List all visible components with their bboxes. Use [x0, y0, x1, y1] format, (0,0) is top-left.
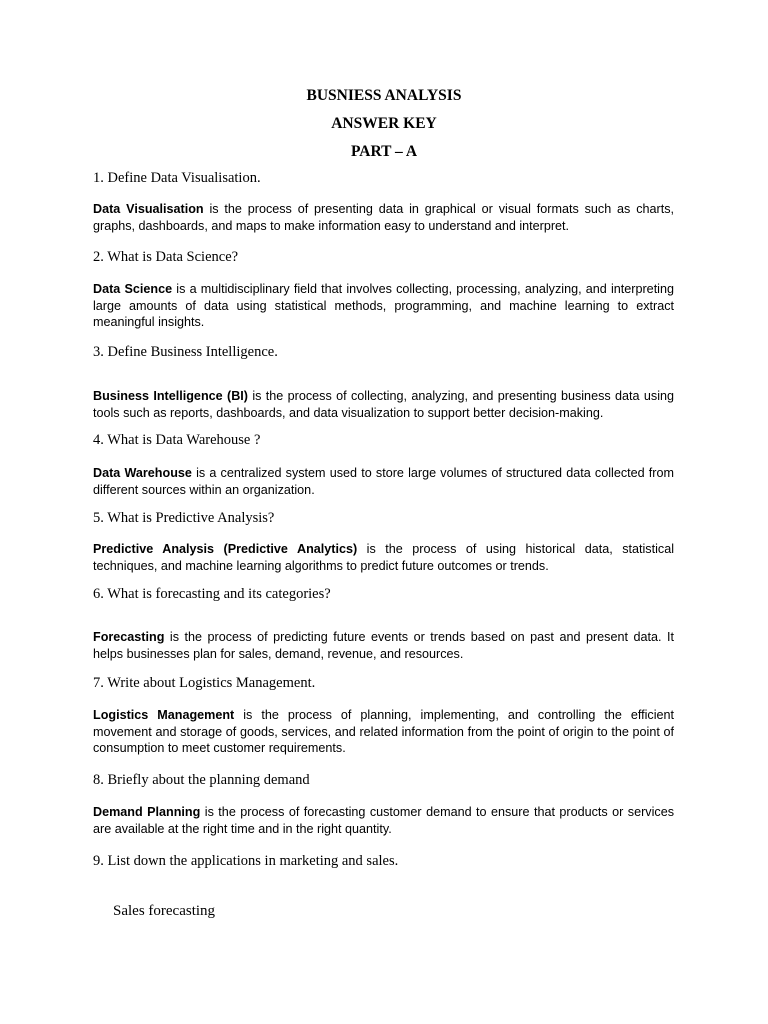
answer-7 [93, 707, 674, 757]
answer-7-term: Logistics Management [93, 708, 235, 722]
answer-8 [93, 804, 674, 837]
answer-5 [93, 541, 674, 574]
question-9: 9. List down the applications in marketing and sales. [93, 853, 399, 869]
answer-1-text: is the process of presenting data in graphical or visual formats such as charts, graphs, dashboards, and maps to make information easy to understand and interpret. [93, 202, 674, 233]
answer-1 [93, 201, 674, 234]
question-3: 3. Define Business Intelligence. [93, 344, 278, 360]
answer-6-term: Forecasting [93, 630, 165, 644]
answer-4 [93, 465, 674, 498]
question-8: 8. Briefly about the planning demand [93, 772, 310, 788]
answer-3-text: is the process of collecting, analyzing, and presenting business data using tools such as reports, dashboards, and data visualization to support better decision-making. [93, 389, 674, 420]
question-6: 6. What is forecasting and its categories? [93, 586, 331, 602]
question-4: 4. What is Data Warehouse ? [93, 432, 261, 448]
answer-4-text: is a centralized system used to store large volumes of structured data collected from different sources within an organization. [93, 466, 674, 497]
document-title: BUSNIESS ANALYSIS [306, 87, 462, 104]
part-heading: PART – A [350, 143, 418, 160]
answer-3-term: Business Intelligence (BI) [93, 389, 248, 403]
answer-1-term: Data Visualisation [93, 202, 204, 216]
document-subtitle: ANSWER KEY [331, 115, 437, 132]
answer-6-text: is the process of predicting future events or trends based on past and present data. It helps businesses plan for sales, demand, revenue, and resources. [93, 630, 674, 661]
answer-6 [93, 629, 674, 662]
answer-8-text: is the process of forecasting customer demand to ensure that products or services are available at the right time and in the right quantity. [93, 805, 674, 836]
answer-4-term: Data Warehouse [93, 466, 192, 480]
sub-item-sales-forecasting: Sales forecasting [113, 903, 216, 919]
answer-7-text: is the process of planning, implementing, and controlling the efficient movement and storage of goods, services, and related information from the point of origin to the point of consumption to meet customer requirements. [93, 708, 674, 755]
answer-8-term: Demand Planning [93, 805, 201, 819]
answer-2-term: Data Science [93, 282, 173, 296]
answer-5-term: Predictive Analysis (Predictive Analytics) [93, 542, 358, 556]
question-2: 2. What is Data Science? [93, 249, 239, 265]
answer-2 [93, 281, 674, 331]
answer-2-text: is a multidisciplinary field that involves collecting, processing, analyzing, and interpreting large amounts of data using statistical methods, programming, and machine learning to extract meaningful insights. [93, 282, 674, 329]
question-5: 5. What is Predictive Analysis? [93, 510, 275, 526]
answer-5-text: is the process of using historical data, statistical techniques, and machine learning algorithms to predict future outcomes or trends. [93, 542, 674, 573]
question-7: 7. Write about Logistics Management. [93, 675, 316, 691]
answer-3 [93, 388, 674, 421]
question-1: 1. Define Data Visualisation. [93, 170, 261, 186]
